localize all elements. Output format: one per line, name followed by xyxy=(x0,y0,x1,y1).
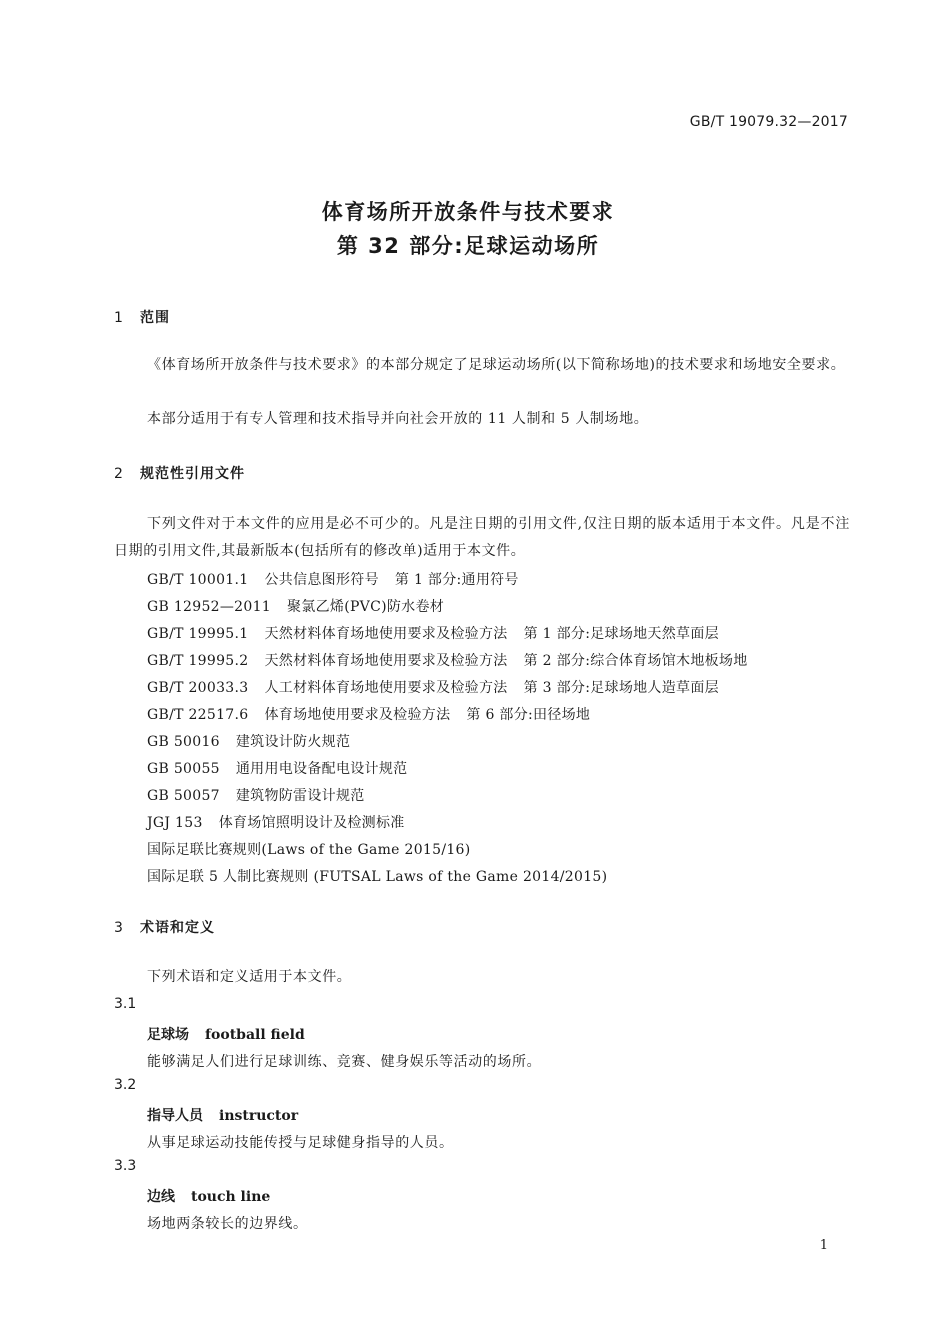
standard-code: GB/T 19079.32—2017 xyxy=(689,114,848,130)
reference-name: 建筑物防雷设计规范 xyxy=(235,788,365,804)
reference-item xyxy=(147,596,444,616)
reference-name: 体育场地使用要求及检验方法 xyxy=(264,707,451,723)
term-definition: 能够满足人们进行足球训练、竞赛、健身娱乐等活动的场所。 xyxy=(147,1054,542,1070)
reference-code: JGJ 153 xyxy=(147,815,203,831)
section-title: 规范性引用文件 xyxy=(140,466,245,482)
reference-part: 第 1 部分:通用符号 xyxy=(394,572,519,588)
reference-part: 第 3 部分:足球场地人造草面层 xyxy=(523,680,719,696)
section-number: 3 xyxy=(114,920,124,936)
reference-code: GB/T 10001.1 xyxy=(147,572,249,588)
reference-item xyxy=(147,866,607,886)
reference-code: GB/T 20033.3 xyxy=(147,680,249,696)
reference-name: 聚氯乙烯(PVC)防水卷材 xyxy=(287,599,445,615)
section-title: 术语和定义 xyxy=(140,920,215,936)
section-number: 2 xyxy=(114,466,124,482)
document-subtitle: 第 32 部分:足球运动场所 xyxy=(336,234,600,258)
term-zh: 指导人员 xyxy=(147,1108,203,1124)
reference-name: 天然材料体育场地使用要求及检验方法 xyxy=(264,653,508,669)
reference-name: 通用用电设备配电设计规范 xyxy=(235,761,408,777)
reference-code: GB 50055 xyxy=(147,761,220,777)
reference-item xyxy=(147,731,350,751)
reference-code: GB/T 22517.6 xyxy=(147,707,249,723)
reference-item xyxy=(147,785,365,805)
term-en: football field xyxy=(205,1027,305,1043)
term-entry xyxy=(147,1186,270,1206)
reference-item xyxy=(147,812,405,832)
term-zh: 边线 xyxy=(147,1189,175,1205)
reference-code: GB/T 19995.1 xyxy=(147,626,249,642)
section-number: 1 xyxy=(114,310,124,326)
page-number: 1 xyxy=(819,1238,828,1253)
reference-item xyxy=(147,677,719,697)
term-number: 3.3 xyxy=(114,1158,137,1174)
term-number: 3.2 xyxy=(114,1077,137,1093)
reference-item xyxy=(147,623,719,643)
reference-code: GB 12952—2011 xyxy=(147,599,271,615)
reference-code: GB 50057 xyxy=(147,788,220,804)
scope-paragraph-1: 《体育场所开放条件与技术要求》的本部分规定了足球运动场所(以下简称场地)的技术要求和场地安全要求。 xyxy=(147,357,846,373)
references-intro: 下列文件对于本文件的应用是必不可少的。凡是注日期的引用文件,仅注日期的版本适用于本文件。凡是不注日期的引用文件,其最新版本(包括所有的修改单)适用于本文件。 xyxy=(114,516,850,559)
section-3-heading xyxy=(114,917,215,937)
scope-paragraph-2: 本部分适用于有专人管理和技术指导并向社会开放的 11 人制和 5 人制场地。 xyxy=(147,411,649,427)
reference-code: GB 50016 xyxy=(147,734,220,750)
reference-item xyxy=(147,704,590,724)
section-2-heading xyxy=(114,463,245,483)
reference-name: 国际足联比赛规则(Laws of the Game 2015/16) xyxy=(147,842,471,858)
reference-item xyxy=(147,758,407,778)
reference-name: 建筑设计防火规范 xyxy=(235,734,351,750)
reference-name: 体育场馆照明设计及检测标准 xyxy=(218,815,405,831)
reference-item xyxy=(147,839,471,859)
reference-name: 人工材料体育场地使用要求及检验方法 xyxy=(264,680,508,696)
term-entry xyxy=(147,1024,305,1044)
section-title: 范围 xyxy=(140,310,170,326)
reference-item xyxy=(147,569,519,589)
term-definition: 从事足球运动技能传授与足球健身指导的人员。 xyxy=(147,1135,454,1151)
section-1-heading xyxy=(114,307,170,327)
reference-code: GB/T 19995.2 xyxy=(147,653,249,669)
term-entry xyxy=(147,1105,298,1125)
term-en: touch line xyxy=(191,1189,271,1205)
reference-part: 第 6 部分:田径场地 xyxy=(466,707,591,723)
reference-part: 第 2 部分:综合体育场馆木地板场地 xyxy=(523,653,748,669)
document-title: 体育场所开放条件与技术要求 xyxy=(321,200,615,224)
reference-part: 第 1 部分:足球场地天然草面层 xyxy=(523,626,719,642)
term-number: 3.1 xyxy=(114,996,137,1012)
term-en: instructor xyxy=(219,1108,299,1124)
reference-item xyxy=(147,650,748,670)
term-definition: 场地两条较长的边界线。 xyxy=(147,1216,308,1232)
term-zh: 足球场 xyxy=(147,1027,189,1043)
terms-intro: 下列术语和定义适用于本文件。 xyxy=(147,969,352,985)
reference-name: 天然材料体育场地使用要求及检验方法 xyxy=(264,626,508,642)
reference-name: 国际足联 5 人制比赛规则 (FUTSAL Laws of the Game 2014/2015) xyxy=(147,869,608,885)
reference-name: 公共信息图形符号 xyxy=(264,572,379,588)
